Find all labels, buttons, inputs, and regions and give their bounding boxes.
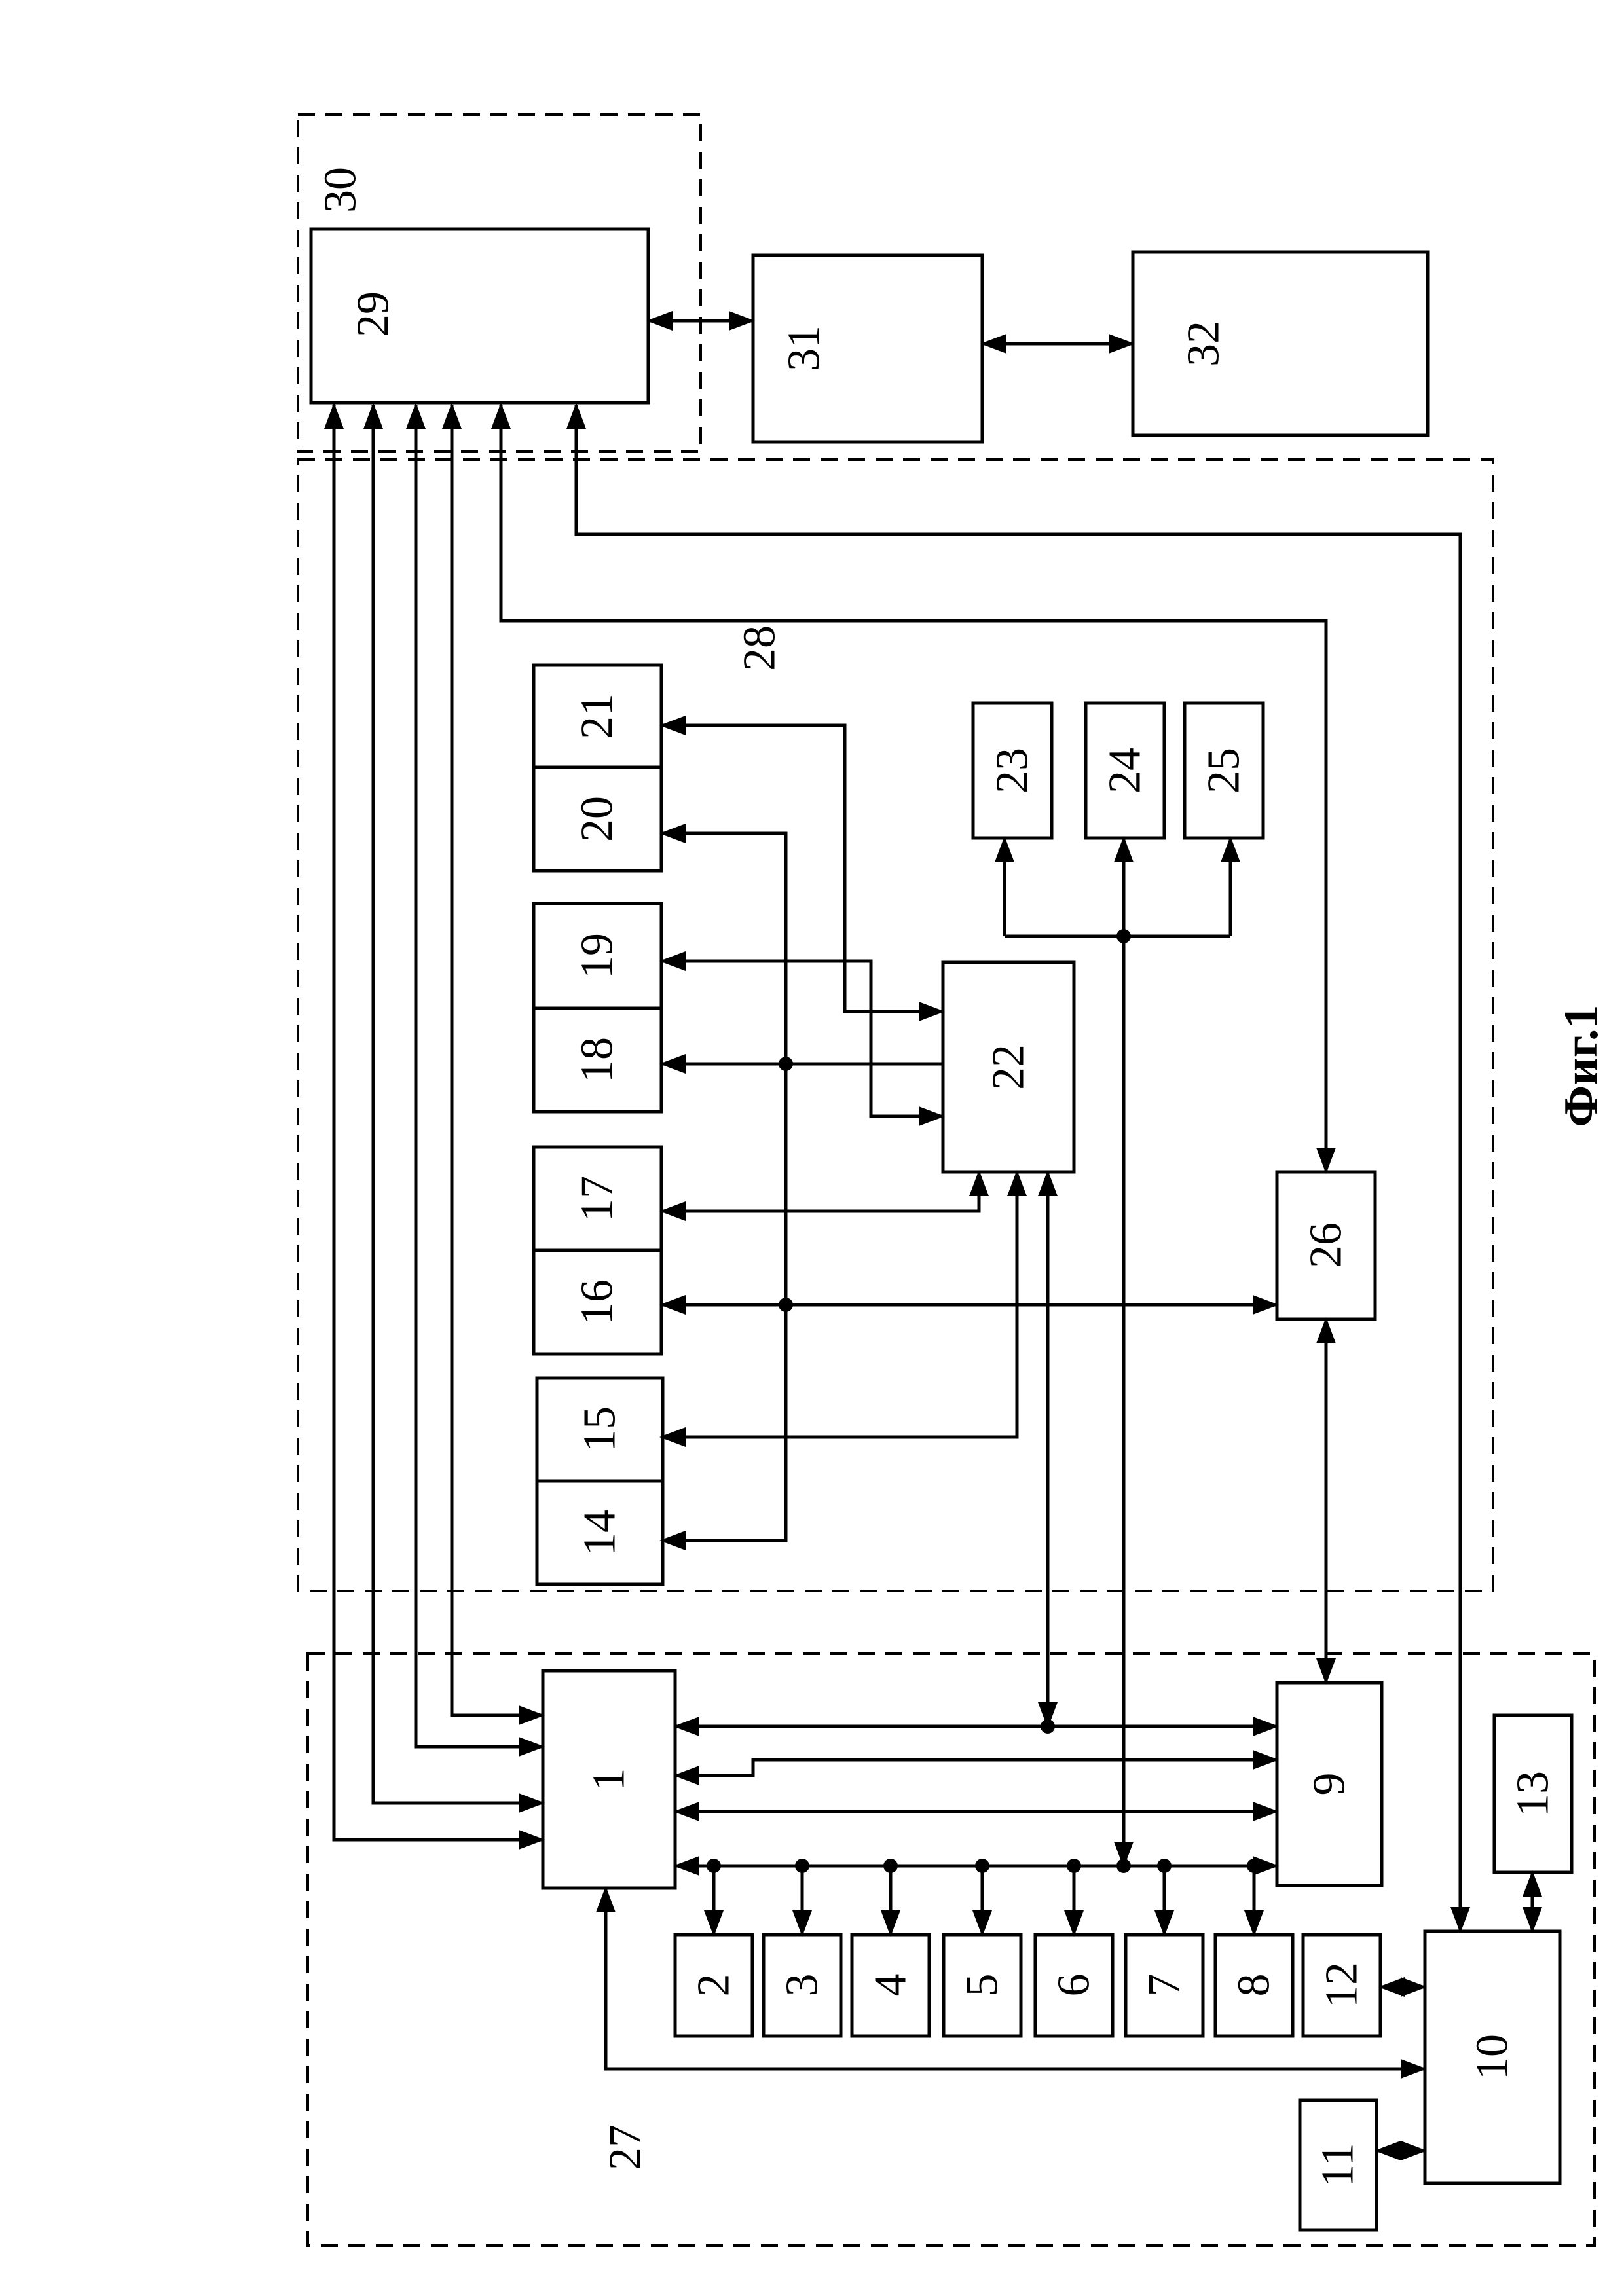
- figure-caption: Фиг.1: [1555, 1004, 1608, 1127]
- label-23: 23: [987, 748, 1038, 793]
- line-22-19: [661, 961, 943, 1116]
- label-25: 25: [1198, 748, 1249, 793]
- label-14: 14: [574, 1510, 625, 1556]
- label-32: 32: [1178, 321, 1229, 367]
- junction-dot: [1116, 929, 1131, 943]
- label-24: 24: [1099, 748, 1151, 793]
- junction-dot: [1067, 1859, 1081, 1873]
- junction-dot: [975, 1859, 989, 1873]
- label-26: 26: [1301, 1222, 1352, 1268]
- label-16: 16: [572, 1279, 623, 1325]
- line-22-21: [661, 725, 943, 1011]
- junction-dot: [707, 1859, 721, 1873]
- label-20: 20: [572, 796, 623, 842]
- junction-dot: [1157, 1859, 1172, 1873]
- bus-1-29-a: [452, 405, 543, 1715]
- label-18: 18: [572, 1037, 623, 1083]
- label-10: 10: [1467, 2034, 1518, 2080]
- label-8: 8: [1228, 1973, 1280, 1997]
- junction-dot: [1116, 1859, 1131, 1873]
- junction-dot: [795, 1859, 809, 1873]
- label-1: 1: [583, 1768, 635, 1791]
- line-1-9-b: [675, 1760, 1277, 1776]
- label-5: 5: [957, 1973, 1008, 1997]
- label-21: 21: [572, 693, 623, 739]
- label-31: 31: [779, 325, 830, 371]
- label-4: 4: [865, 1973, 916, 1997]
- label-12: 12: [1316, 1962, 1367, 2008]
- label-17: 17: [572, 1176, 623, 1222]
- label-13: 13: [1507, 1771, 1559, 1817]
- label-group-27: 27: [600, 2124, 651, 2170]
- junction-dot: [779, 1298, 793, 1312]
- group-28-outline: [298, 460, 1493, 1591]
- group-27-outline: [308, 1654, 1595, 2246]
- label-3: 3: [777, 1973, 828, 1997]
- label-9: 9: [1304, 1772, 1355, 1796]
- label-6: 6: [1048, 1973, 1099, 1997]
- line-22-17: [661, 1172, 979, 1211]
- box-32: [1133, 252, 1428, 435]
- label-group-30: 30: [315, 167, 366, 213]
- label-15: 15: [574, 1406, 625, 1452]
- junction-dot: [883, 1859, 898, 1873]
- label-2: 2: [688, 1973, 739, 1997]
- junction-dot: [1247, 1859, 1261, 1873]
- label-29: 29: [348, 291, 399, 337]
- bus-1-29-c: [373, 405, 543, 1803]
- label-19: 19: [572, 933, 623, 979]
- junction-dot: [1041, 1719, 1055, 1734]
- connection-lines: [334, 321, 1532, 2151]
- junction-dot: [779, 1057, 793, 1071]
- label-7: 7: [1139, 1973, 1190, 1997]
- label-11: 11: [1312, 2143, 1363, 2187]
- bus-22-registers: [661, 833, 786, 1540]
- bus-1-29-b: [416, 405, 543, 1747]
- label-22: 22: [983, 1044, 1034, 1090]
- label-group-28: 28: [734, 625, 785, 671]
